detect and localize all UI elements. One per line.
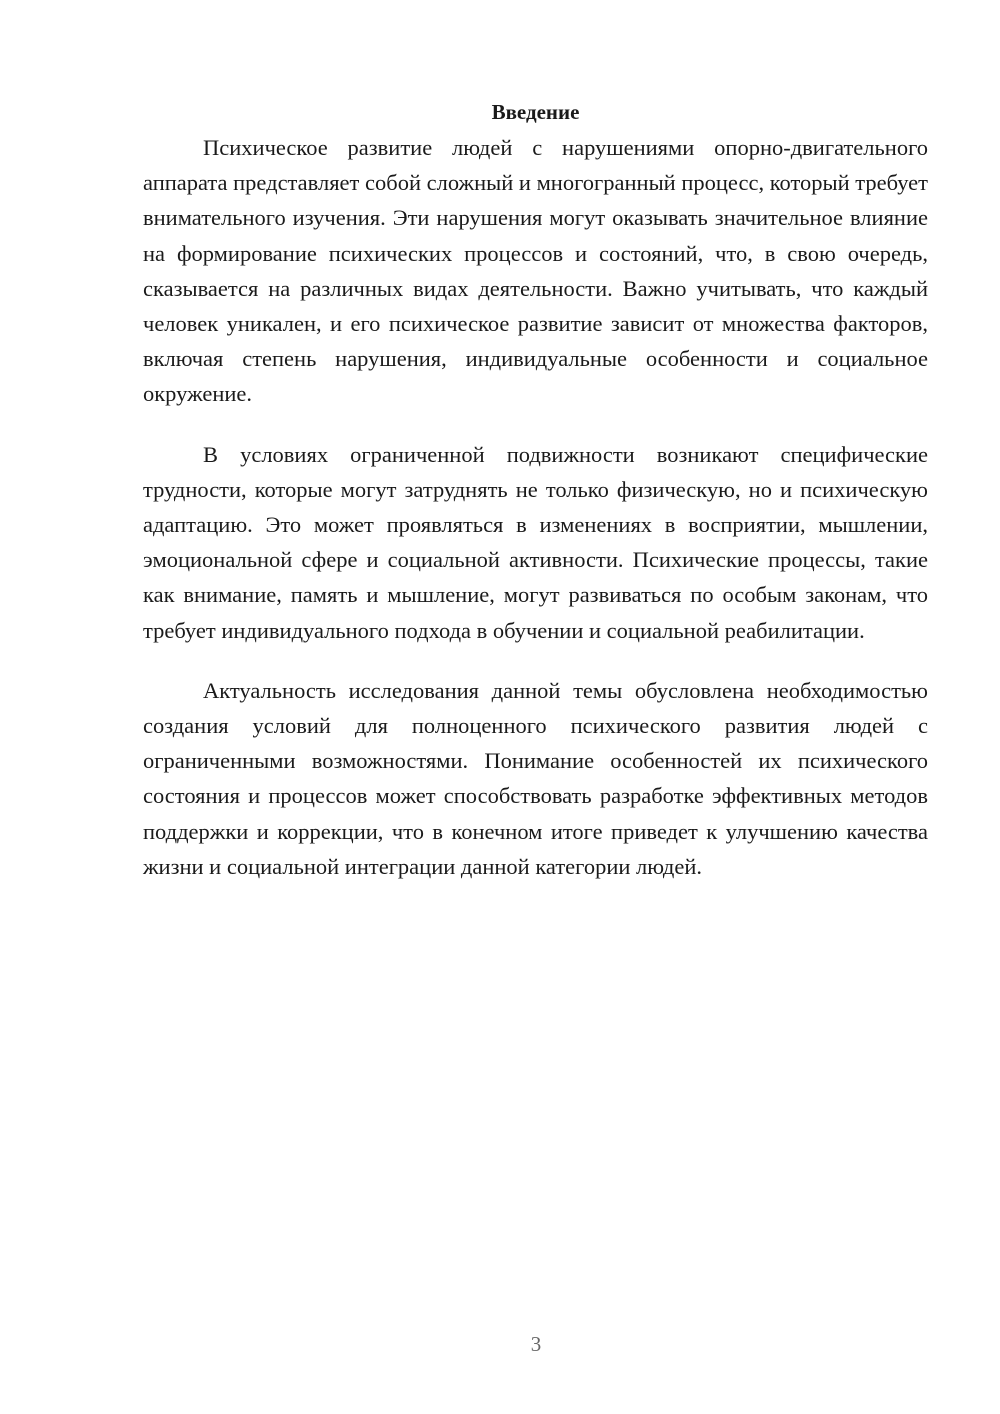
paragraph-3: Актуальность исследования данной темы обусловлена необходимостью создания условий для полноценного психического развития людей с ограниченными возможностями. Понимание особенностей их психического состояния и процессов может способствовать разработке эффективных методов поддержки и коррекции, что в конечном итоге приведет к улучшению качества жизни и социальной интеграции данной категории людей. — [143, 677, 928, 879]
section-title: Введение — [491, 100, 580, 124]
page-number: 3 — [530, 1332, 542, 1356]
paragraph-2: В условиях ограниченной подвижности возникают специфические трудности, которые могут затруднять не только физическую, но и психическую адаптацию. Это может проявляться в изменениях в восприятии, мышлении, эмоциональной сфере и социальной активности. Психические процессы, такие как внимание, память и мышление, могут развиваться по особым законам, что требует индивидуального подхода в обучении и социальной реабилитации. — [143, 441, 928, 643]
page-content — [143, 95, 928, 909]
paragraph-1: Психическое развитие людей с нарушениями опорно-двигательного аппарата представляет собой сложный и многогранный процесс, который требует внимательного изучения. Эти нарушения могут оказывать значительное влияние на формирование психических процессов и состояний, что, в свою очередь, сказывается на различных видах деятельности. Важно учитывать, что каждый человек уникален, и его психическое развитие зависит от множества факторов, включая степень нарушения, индивидуальные особенности и социальное окружение. — [143, 135, 928, 407]
